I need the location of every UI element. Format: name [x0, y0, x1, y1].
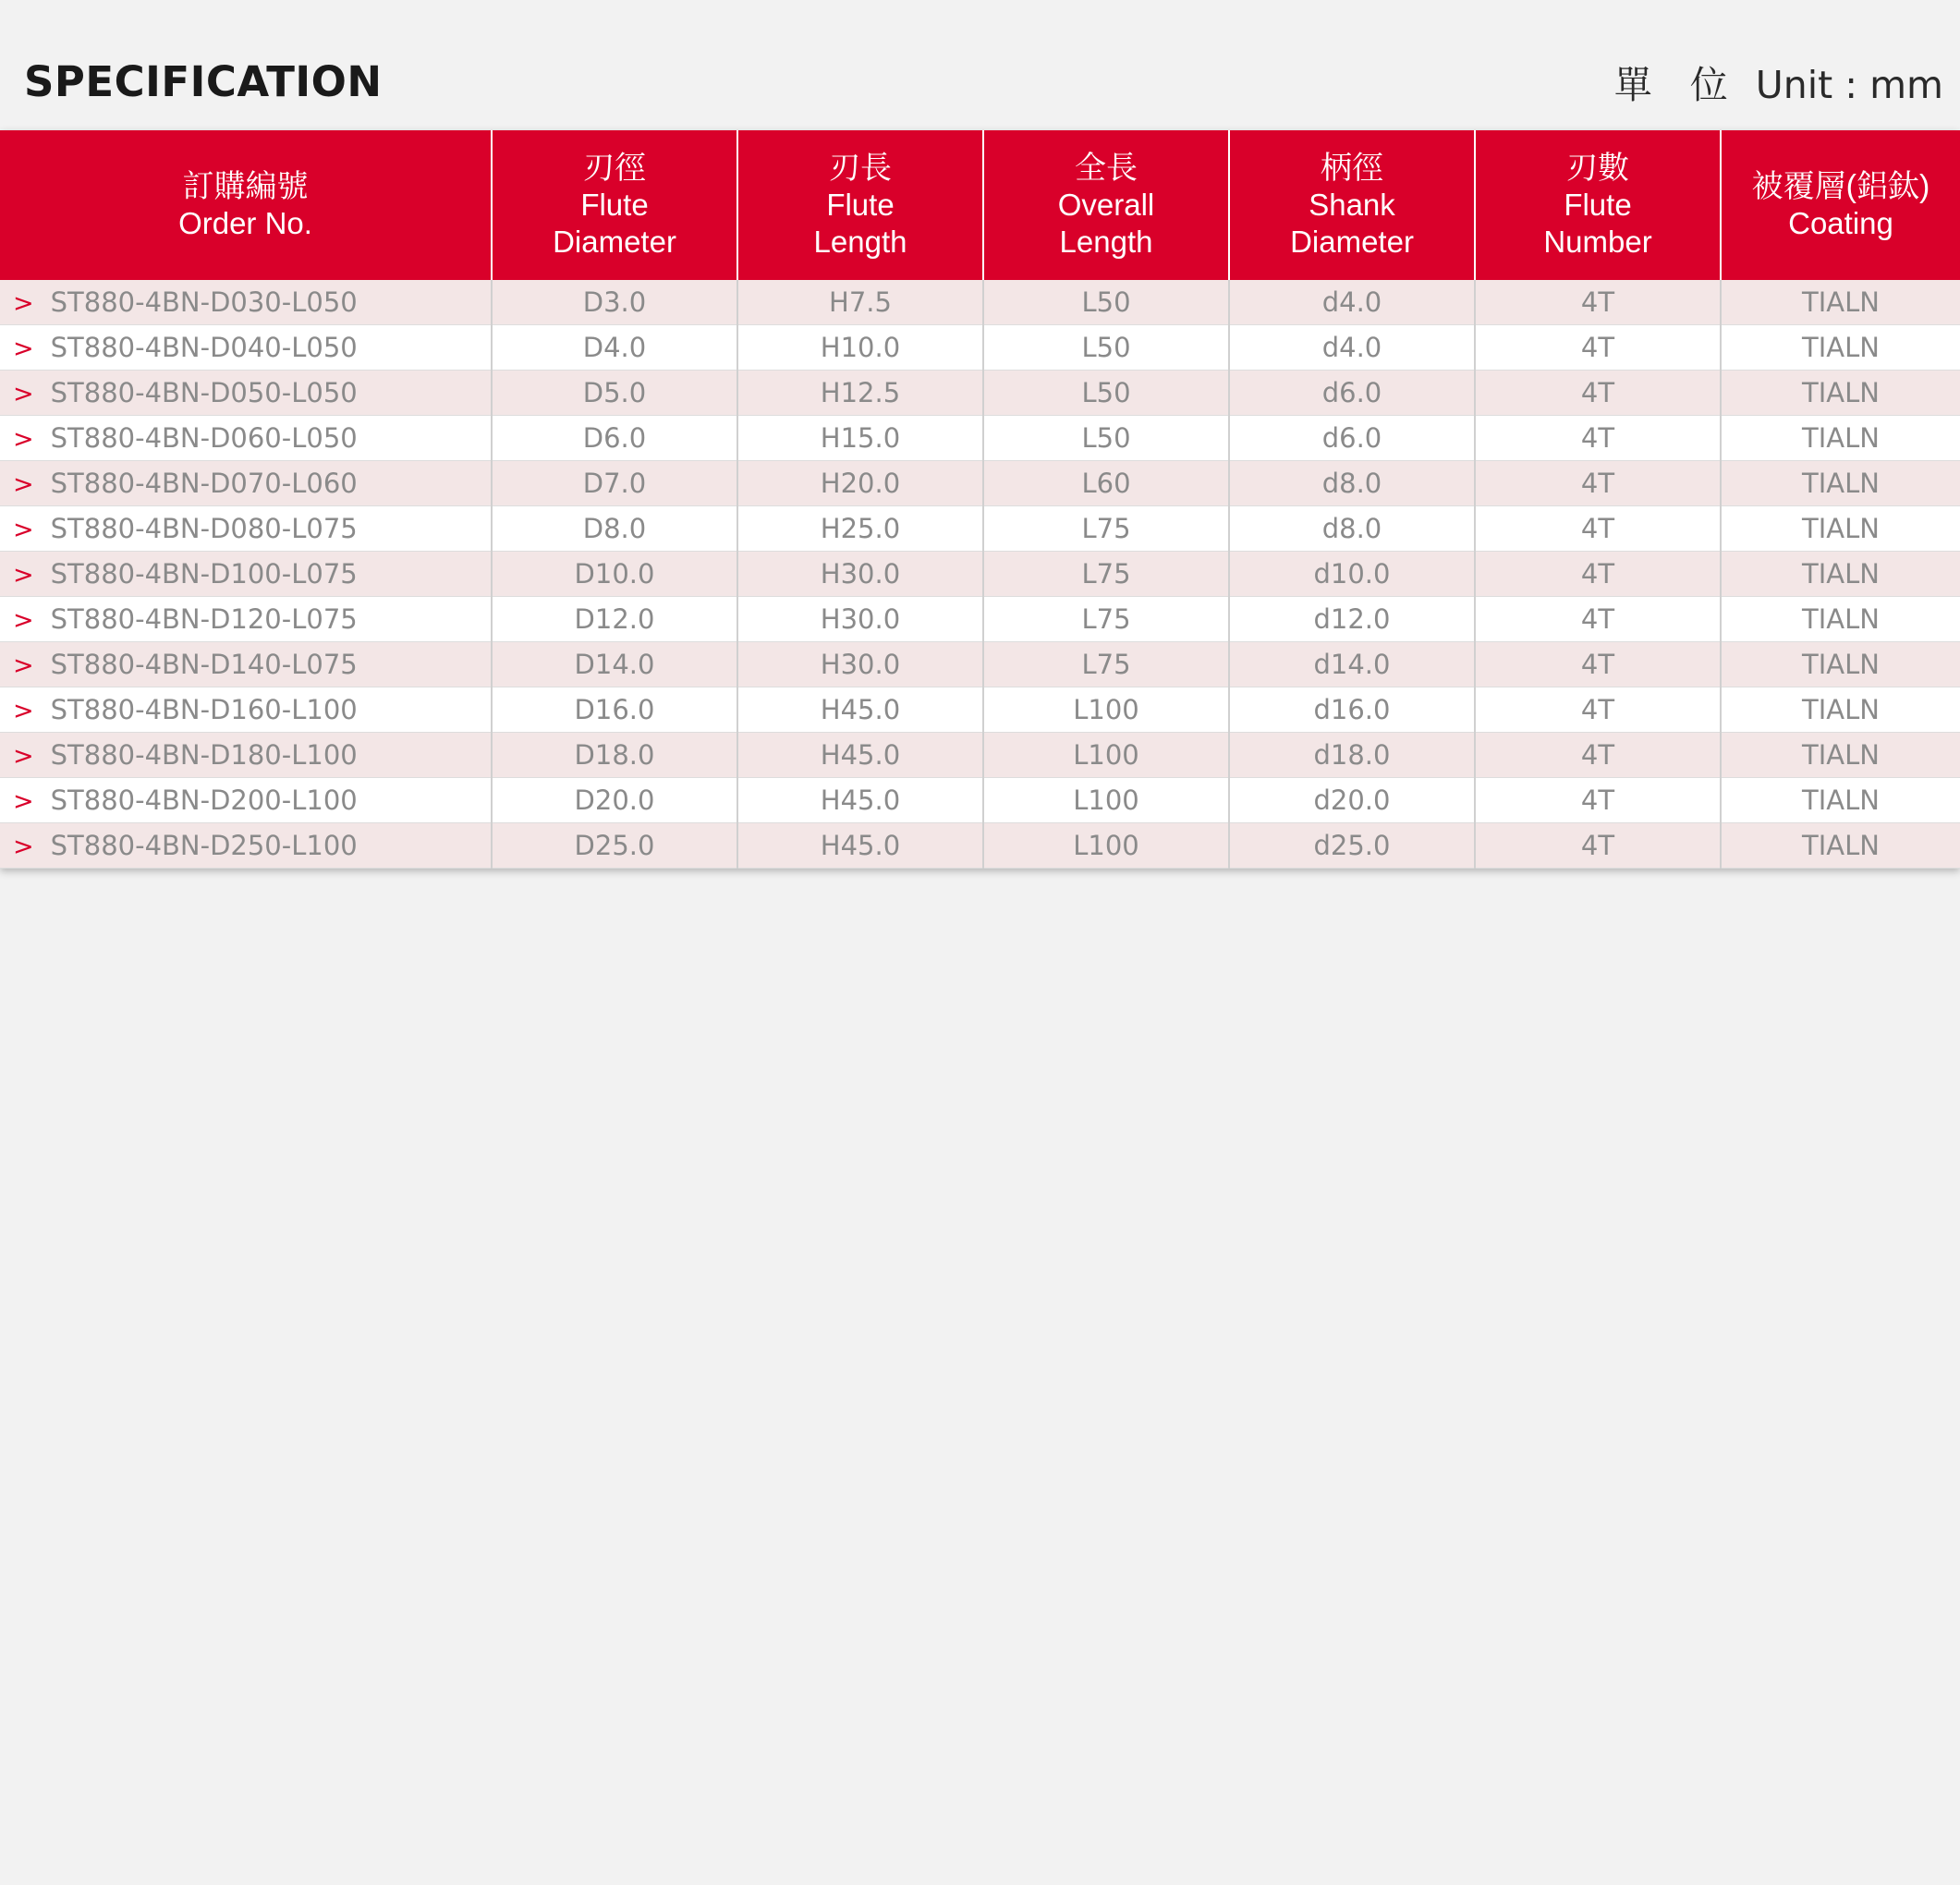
coating-cell: TIALN — [1721, 416, 1960, 461]
flute-length-cell: H45.0 — [737, 733, 983, 778]
coating-cell: TIALN — [1721, 280, 1960, 325]
shank-diameter-cell: d14.0 — [1229, 642, 1475, 687]
flute-number-cell: 4T — [1475, 597, 1721, 642]
chevron-right-icon: > — [13, 334, 34, 363]
column-header-cjk-label: 訂購編號 — [182, 169, 309, 204]
order-no-cell — [0, 371, 492, 416]
order-no-cell — [0, 733, 492, 778]
column-header-label: Number — [1543, 225, 1652, 259]
order-no-cell — [0, 416, 492, 461]
shank-diameter-cell: d10.0 — [1229, 552, 1475, 597]
flute-diameter-cell: D7.0 — [492, 461, 737, 506]
order-no-text: ST880-4BN-D140-L075 — [50, 649, 358, 680]
coating-cell: TIALN — [1721, 687, 1960, 733]
order-no-text: ST880-4BN-D040-L050 — [50, 332, 358, 363]
flute-number-cell: 4T — [1475, 506, 1721, 552]
column-header-cjk-label: 刃徑 — [583, 151, 646, 186]
table-header — [0, 130, 1960, 280]
column-header-label: Coating — [1788, 206, 1893, 240]
chevron-right-icon: > — [13, 561, 34, 590]
order-no-cell — [0, 687, 492, 733]
column-header-label: Length — [813, 225, 907, 259]
overall-length-cell: L75 — [983, 552, 1229, 597]
table-row — [0, 778, 1960, 823]
flute-diameter-cell: D10.0 — [492, 552, 737, 597]
table-row — [0, 823, 1960, 869]
coating-cell: TIALN — [1721, 461, 1960, 506]
order-no-cell — [0, 552, 492, 597]
coating-cell: TIALN — [1721, 371, 1960, 416]
coating-cell: TIALN — [1721, 597, 1960, 642]
flute-diameter-cell: D20.0 — [492, 778, 737, 823]
overall-length-cell: L100 — [983, 733, 1229, 778]
column-header-label: Diameter — [1290, 225, 1414, 259]
flute-length-cell: H30.0 — [737, 597, 983, 642]
flute-diameter-cell: D8.0 — [492, 506, 737, 552]
flute-length-cell: H30.0 — [737, 552, 983, 597]
shank-diameter-cell: d8.0 — [1229, 461, 1475, 506]
table-row — [0, 325, 1960, 371]
order-no-text: ST880-4BN-D180-L100 — [50, 739, 358, 771]
column-header-flute-length — [737, 130, 983, 280]
specification-table-container — [0, 130, 1960, 869]
overall-length-cell: L100 — [983, 823, 1229, 869]
table-row — [0, 597, 1960, 642]
order-no-cell — [0, 778, 492, 823]
order-no-cell — [0, 325, 492, 371]
order-no-text: ST880-4BN-D160-L100 — [50, 694, 358, 725]
flute-diameter-cell: D25.0 — [492, 823, 737, 869]
flute-diameter-cell: D14.0 — [492, 642, 737, 687]
flute-length-cell: H45.0 — [737, 687, 983, 733]
coating-cell: TIALN — [1721, 325, 1960, 371]
unit-label — [1613, 63, 1943, 107]
chevron-right-icon: > — [13, 606, 34, 635]
column-header-label: Length — [1059, 225, 1153, 259]
flute-diameter-cell: D5.0 — [492, 371, 737, 416]
header-row — [0, 130, 1960, 280]
overall-length-cell: L50 — [983, 325, 1229, 371]
order-no-cell — [0, 642, 492, 687]
coating-cell: TIALN — [1721, 642, 1960, 687]
flute-number-cell: 4T — [1475, 733, 1721, 778]
overall-length-cell: L50 — [983, 416, 1229, 461]
flute-number-cell: 4T — [1475, 642, 1721, 687]
coating-cell: TIALN — [1721, 552, 1960, 597]
column-header-label: Diameter — [553, 225, 676, 259]
order-no-text: ST880-4BN-D100-L075 — [50, 558, 358, 590]
shank-diameter-cell: d4.0 — [1229, 325, 1475, 371]
table-row — [0, 506, 1960, 552]
chevron-right-icon: > — [13, 289, 34, 318]
flute-number-cell: 4T — [1475, 371, 1721, 416]
column-header-overall-length — [983, 130, 1229, 280]
flute-length-cell: H25.0 — [737, 506, 983, 552]
page-header — [0, 0, 1960, 125]
shank-diameter-cell: d6.0 — [1229, 416, 1475, 461]
order-no-cell — [0, 823, 492, 869]
chevron-right-icon: > — [13, 787, 34, 816]
shank-diameter-cell: d18.0 — [1229, 733, 1475, 778]
column-header-order-no — [0, 130, 492, 280]
column-header-label: Flute — [826, 188, 895, 222]
shank-diameter-cell: d16.0 — [1229, 687, 1475, 733]
table-row — [0, 687, 1960, 733]
order-no-text: ST880-4BN-D030-L050 — [50, 286, 358, 318]
chevron-right-icon: > — [13, 470, 34, 499]
flute-number-cell: 4T — [1475, 552, 1721, 597]
flute-length-cell: H10.0 — [737, 325, 983, 371]
order-no-cell — [0, 506, 492, 552]
overall-length-cell: L75 — [983, 597, 1229, 642]
column-header-flute-diameter — [492, 130, 737, 280]
order-no-text: ST880-4BN-D200-L100 — [50, 784, 358, 816]
order-no-text: ST880-4BN-D060-L050 — [50, 422, 358, 454]
order-no-text: ST880-4BN-D080-L075 — [50, 513, 358, 544]
order-no-text: ST880-4BN-D250-L100 — [50, 830, 358, 861]
overall-length-cell: L60 — [983, 461, 1229, 506]
column-header-label: Flute — [580, 188, 649, 222]
order-no-cell — [0, 461, 492, 506]
table-body — [0, 280, 1960, 869]
unit-label-text: Unit : mm — [1755, 63, 1943, 107]
column-header-cjk-label: 全長 — [1075, 151, 1138, 186]
flute-number-cell: 4T — [1475, 687, 1721, 733]
overall-length-cell: L75 — [983, 642, 1229, 687]
flute-diameter-cell: D16.0 — [492, 687, 737, 733]
chevron-right-icon: > — [13, 742, 34, 771]
flute-number-cell: 4T — [1475, 280, 1721, 325]
overall-length-cell: L100 — [983, 687, 1229, 733]
chevron-right-icon: > — [13, 697, 34, 725]
overall-length-cell: L100 — [983, 778, 1229, 823]
coating-cell: TIALN — [1721, 733, 1960, 778]
shank-diameter-cell: d6.0 — [1229, 371, 1475, 416]
flute-length-cell: H7.5 — [737, 280, 983, 325]
table-row — [0, 461, 1960, 506]
chevron-right-icon: > — [13, 516, 34, 544]
column-header-label: Flute — [1564, 188, 1632, 222]
flute-diameter-cell: D6.0 — [492, 416, 737, 461]
flute-diameter-cell: D18.0 — [492, 733, 737, 778]
table-row — [0, 733, 1960, 778]
flute-number-cell: 4T — [1475, 325, 1721, 371]
flute-diameter-cell: D4.0 — [492, 325, 737, 371]
flute-length-cell: H45.0 — [737, 823, 983, 869]
column-header-cjk-label: 被覆層(鋁鈦) — [1751, 169, 1930, 204]
chevron-right-icon: > — [13, 833, 34, 861]
order-no-text: ST880-4BN-D050-L050 — [50, 377, 358, 408]
flute-number-cell: 4T — [1475, 461, 1721, 506]
specification-table — [0, 130, 1960, 869]
flute-length-cell: H12.5 — [737, 371, 983, 416]
column-header-label: Shank — [1309, 188, 1395, 222]
flute-diameter-cell: D12.0 — [492, 597, 737, 642]
coating-cell: TIALN — [1721, 506, 1960, 552]
table-row — [0, 371, 1960, 416]
shank-diameter-cell: d25.0 — [1229, 823, 1475, 869]
order-no-text: ST880-4BN-D070-L060 — [50, 468, 358, 499]
chevron-right-icon: > — [13, 425, 34, 454]
overall-length-cell: L75 — [983, 506, 1229, 552]
table-row — [0, 642, 1960, 687]
table-row — [0, 280, 1960, 325]
column-header-shank-diameter — [1229, 130, 1475, 280]
chevron-right-icon: > — [13, 651, 34, 680]
unit-label-cjk: 單 位 — [1613, 63, 1741, 107]
order-no-cell — [0, 280, 492, 325]
shank-diameter-cell: d8.0 — [1229, 506, 1475, 552]
column-header-flute-number — [1475, 130, 1721, 280]
chevron-right-icon: > — [13, 380, 34, 408]
column-header-coating — [1721, 130, 1960, 280]
flute-number-cell: 4T — [1475, 823, 1721, 869]
order-no-text: ST880-4BN-D120-L075 — [50, 603, 358, 635]
flute-length-cell: H30.0 — [737, 642, 983, 687]
coating-cell: TIALN — [1721, 778, 1960, 823]
flute-length-cell: H45.0 — [737, 778, 983, 823]
column-header-cjk-label: 刃數 — [1566, 151, 1629, 186]
flute-length-cell: H20.0 — [737, 461, 983, 506]
flute-number-cell: 4T — [1475, 416, 1721, 461]
coating-cell: TIALN — [1721, 823, 1960, 869]
column-header-cjk-label: 柄徑 — [1321, 151, 1383, 186]
page-title: SPECIFICATION — [24, 57, 383, 106]
column-header-label: Order No. — [178, 206, 312, 240]
flute-number-cell: 4T — [1475, 778, 1721, 823]
column-header-cjk-label: 刃長 — [829, 151, 892, 186]
table-row — [0, 416, 1960, 461]
flute-diameter-cell: D3.0 — [492, 280, 737, 325]
flute-length-cell: H15.0 — [737, 416, 983, 461]
shank-diameter-cell: d4.0 — [1229, 280, 1475, 325]
column-header-label: Overall — [1057, 188, 1155, 222]
shank-diameter-cell: d12.0 — [1229, 597, 1475, 642]
shank-diameter-cell: d20.0 — [1229, 778, 1475, 823]
table-row — [0, 552, 1960, 597]
overall-length-cell: L50 — [983, 371, 1229, 416]
overall-length-cell: L50 — [983, 280, 1229, 325]
order-no-cell — [0, 597, 492, 642]
